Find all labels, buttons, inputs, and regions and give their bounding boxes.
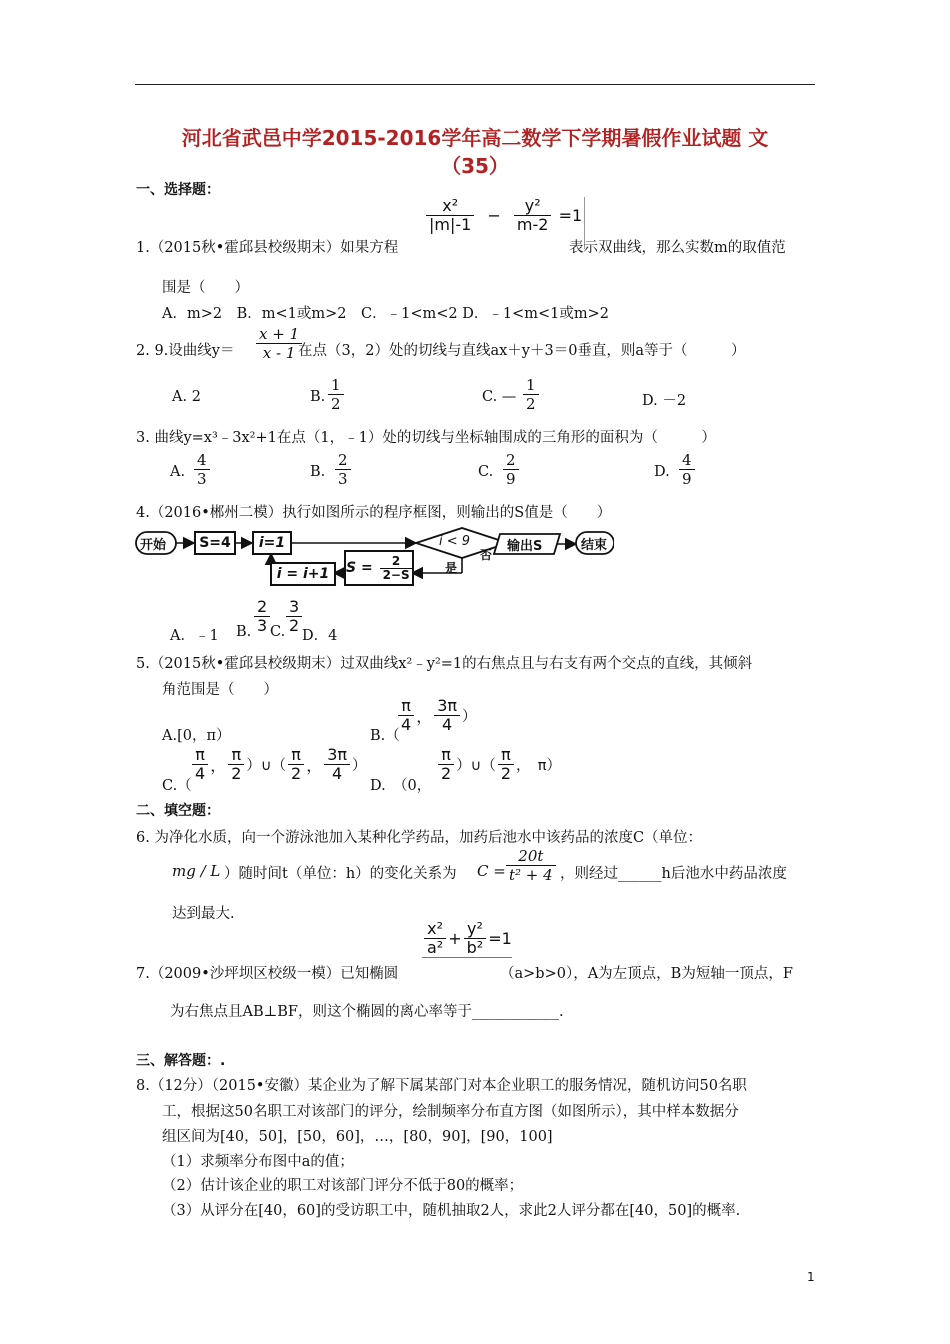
- section-fill: 二、填空题：: [136, 803, 220, 819]
- q1-prefix: 1.（2015秋•霍邱县校级期末）如果方程: [136, 240, 399, 256]
- q4-opt-a: A．﹣1: [170, 628, 219, 644]
- q3-opt-d-frac: [677, 451, 697, 488]
- q5-d-cup: ）∪（: [456, 758, 496, 774]
- q3-opt-d-num: 4: [679, 451, 695, 470]
- q4-opt-b-label: B.: [236, 624, 252, 640]
- q1-eq-rhs: =1: [558, 206, 583, 225]
- q4-opt-c-num: 3: [286, 598, 302, 617]
- section-choice: 一、选择题：: [136, 182, 220, 198]
- q5-b-four2: 4: [442, 715, 453, 734]
- q7-eq-x-den: a²: [427, 938, 444, 957]
- q5-c-two1: 2: [231, 764, 242, 783]
- flow-increment: i = i+1: [270, 562, 336, 586]
- q8-line3: 组区间为[40，50]，[50，60]，…，[80，90]，[90，100]: [162, 1129, 553, 1145]
- q1-eq-x-den: |m|-1: [429, 215, 472, 234]
- q5-c-pi1: π: [192, 746, 208, 765]
- flow-assign-box: [344, 550, 414, 586]
- q7-line2: 为右焦点且AB⊥BF，则这个椭圆的离心率等于____________.: [170, 1004, 564, 1020]
- q4-opt-c-den: 2: [289, 616, 300, 635]
- header-rule: [135, 84, 815, 85]
- q6-fraction: [504, 847, 558, 884]
- flow-no-label: 否: [480, 548, 493, 562]
- q4-opt-c-label: C.: [270, 624, 286, 640]
- q5-d-two1: 2: [441, 764, 452, 783]
- q2-opt-d: D. －2: [642, 393, 687, 409]
- page-title-line2: （35）: [441, 154, 509, 178]
- q8-sub2: （2）估计该企业的职工对该部门评分不低于80的概率；: [162, 1178, 524, 1194]
- q5-c-two2: 2: [291, 764, 302, 783]
- q6-den: t² + 4: [509, 866, 553, 884]
- q3-opt-d-den: 9: [682, 470, 692, 488]
- q2-suffix: 在点（3，2）处的切线与直线ax＋y＋3＝0垂直，则a等于（ ）: [298, 343, 746, 359]
- q7-eq-rhs: =1: [488, 929, 512, 948]
- q4-opt-d: D．4: [302, 628, 338, 644]
- q6-line2a: ）随时间t（单位：h）的变化关系为: [224, 866, 457, 882]
- q6-num: 20t: [506, 847, 556, 866]
- flow-end: 结束: [581, 538, 608, 553]
- flow-output: 输出S: [507, 539, 543, 554]
- q4-flowchart: [134, 524, 614, 586]
- q2-opt-b-label: B.: [310, 389, 326, 405]
- flow-assign-num: 2: [380, 555, 413, 569]
- q5-b-3pi: 3π: [434, 697, 460, 716]
- flow-init-i: i=1: [252, 531, 292, 555]
- q5-opt-c-label: C.（: [162, 778, 192, 794]
- flow-start: 开始: [140, 538, 167, 553]
- q5-d-two2: 2: [500, 764, 511, 783]
- q8-sub1: （1）求频率分布图中a的值；: [162, 1154, 354, 1170]
- flow-condition: i < 9: [439, 534, 471, 549]
- q3-opt-c-den: 9: [506, 470, 516, 488]
- q2-opt-c-den: 2: [526, 395, 536, 413]
- q1-eq-y-num: y²: [514, 197, 552, 216]
- page-number: 1: [807, 1270, 815, 1284]
- q3-opt-a-frac: [192, 451, 212, 488]
- flow-yes-label: 是: [445, 561, 458, 575]
- q2-opt-a: A. 2: [172, 389, 201, 405]
- q7-eq-y-num: y²: [464, 920, 487, 939]
- q7-prefix: 7.（2009•沙坪坝区校级一模）已知椭圆: [136, 966, 399, 982]
- q7-eq-plus: +: [448, 929, 462, 948]
- q1-equation: [424, 197, 585, 249]
- q2-opt-c-label: C. —: [482, 389, 517, 405]
- q6-line3: 达到最大.: [172, 906, 235, 922]
- q4-opt-b-den: 3: [257, 616, 268, 635]
- q4-opt-b-num: 2: [254, 598, 270, 617]
- q2-den: x - 1: [262, 344, 296, 362]
- q2-fraction: [254, 325, 304, 362]
- q5-d-close: ， π）: [516, 758, 561, 774]
- q8-line1: 8.（12分）（2015•安徽）某企业为了解下属某部门对本企业职工的服务情况，随机访问50名职: [136, 1078, 747, 1094]
- q3-opt-b-label: B.: [310, 464, 326, 480]
- q3-opt-b-frac: [333, 451, 353, 488]
- q5-c-3pi: 3π: [324, 746, 350, 765]
- q6-unit: mg / L: [172, 862, 221, 880]
- q5-d-pi1: π: [438, 746, 454, 765]
- q8-line2: 工，根据这50名职工对该部门的评分，绘制频率分布直方图（如图所示），其中样本数据分: [162, 1104, 739, 1120]
- q3-opt-c-num: 2: [503, 451, 519, 470]
- q4-text: 4.（2016•郴州二模）执行如图所示的程序框图，则输出的S值是（ ）: [136, 505, 612, 521]
- q3-opt-c-frac: [501, 451, 521, 488]
- q6-line2b: ，则经过______h后池水中药品浓度: [560, 866, 787, 882]
- q2-opt-b-den: 2: [331, 395, 341, 413]
- q1-eq-minus: −: [487, 206, 501, 225]
- section-answer: 三、解答题：.: [136, 1053, 226, 1069]
- q5-opt-a: A.[0，π）: [162, 728, 231, 744]
- flow-assign-lhs: S =: [346, 560, 373, 576]
- q3-opt-b-num: 2: [335, 451, 351, 470]
- q5-c-four2: 4: [332, 764, 343, 783]
- page-title-line1: 河北省武邑中学2015-2016学年高二数学下学期暑假作业试题 文: [181, 126, 769, 150]
- q5-opt-b-label: B.（: [370, 728, 400, 744]
- q3-opt-c-label: C.: [478, 464, 494, 480]
- q7-eq-x-num: x²: [424, 920, 446, 939]
- q1-eq-y-den: m-2: [516, 215, 549, 234]
- q5-c-close: ）: [352, 758, 367, 774]
- q7-suffix: （a>b>0），A为左顶点，B为短轴一顶点，F: [500, 966, 793, 982]
- q6-c-eq: C =: [477, 862, 506, 880]
- q2-prefix: 2. 9.设曲线y＝: [136, 343, 235, 359]
- q5-c-comma1: ，: [210, 756, 227, 775]
- q1-options: A．m>2 B．m<1或m>2 C．﹣1<m<2 D．﹣1<m<1或m>2: [162, 306, 609, 322]
- q1-eq-x-num: x²: [426, 197, 474, 216]
- q5-c-pi2: π: [228, 746, 244, 765]
- q5-opt-b-range: [396, 697, 477, 734]
- q2-num: x + 1: [256, 325, 302, 344]
- q2-opt-c-num: 1: [523, 376, 539, 395]
- q8-sub3: （3）从评分在[40，60]的受访职工中，随机抽取2人，求此2人评分都在[40，50]的概率.: [162, 1203, 741, 1219]
- q5-c-cup: ）∪（: [246, 758, 287, 774]
- q3-opt-a-label: A.: [170, 464, 186, 480]
- q3-text: 3. 曲线y=x³﹣3x²+1在点（1，﹣1）处的切线与坐标轴围成的三角形的面积为（ ）: [136, 430, 716, 446]
- q5-d-pi2: π: [498, 746, 514, 765]
- q5-c-pi3: π: [288, 746, 304, 765]
- flow-init-s: S=4: [194, 531, 236, 555]
- q5-opt-c-range: [190, 746, 367, 783]
- q7-eq-y-den: b²: [466, 938, 484, 957]
- q3-opt-a-den: 3: [197, 470, 207, 488]
- q5-c-comma2: ，: [306, 756, 323, 775]
- q3-opt-a-num: 4: [194, 451, 210, 470]
- q3-opt-d-label: D.: [654, 464, 670, 480]
- q5-opt-d-label: D. （0，: [370, 778, 432, 794]
- q1-line2: 围是（ ）: [162, 280, 249, 296]
- q5-text2: 角范围是（ ）: [162, 682, 278, 698]
- q5-b-four: 4: [401, 715, 412, 734]
- q3-opt-b-den: 3: [338, 470, 348, 488]
- q5-text1: 5.（2015秋•霍邱县校级期末）过双曲线x²﹣y²=1的右焦点且与右支有两个交点的直线，其倾斜: [136, 656, 753, 672]
- q5-b-close: ）: [462, 709, 477, 725]
- q7-equation: [422, 920, 512, 958]
- q5-b-pi: π: [398, 697, 414, 716]
- q5-c-four: 4: [195, 764, 206, 783]
- q5-opt-d-range: [436, 746, 561, 783]
- q2-opt-b-num: 1: [328, 376, 344, 395]
- q5-b-comma: ，: [416, 707, 433, 726]
- flow-assign-den: 2−S: [382, 567, 410, 582]
- q2-opt-c-frac: [521, 376, 541, 413]
- q1-suffix: 表示双曲线，那么实数m的取值范: [569, 240, 786, 256]
- q2-opt-b-frac: [326, 376, 346, 413]
- q6-line1: 6. 为净化水质，向一个游泳池加入某种化学药品，加药后池水中该药品的浓度C（单位：: [136, 830, 703, 846]
